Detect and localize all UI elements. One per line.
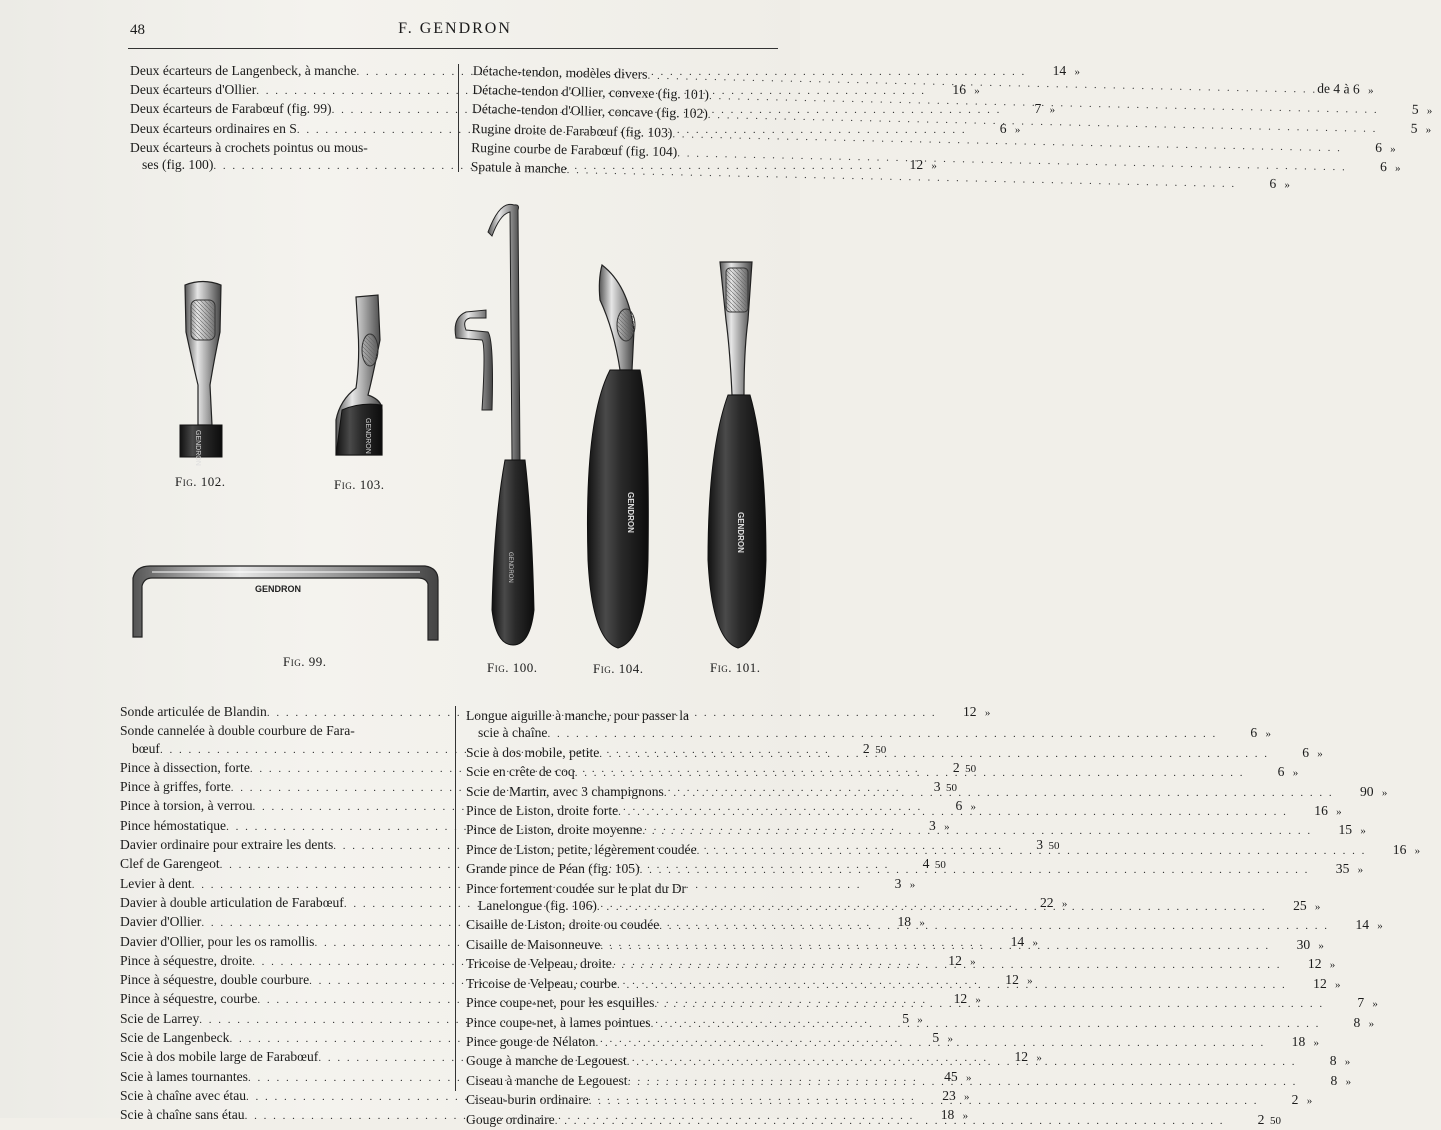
fig-100-brand: GENDRON (507, 552, 513, 583)
entry-centimes: » (1426, 105, 1433, 118)
entry-price: 18 (897, 914, 912, 930)
leader-dots (597, 899, 1267, 916)
entry-centimes: » (1313, 1036, 1319, 1049)
entry-price: 5 (932, 1030, 940, 1046)
entry-price: 12 (953, 991, 968, 1007)
entry-price: 12 (1313, 975, 1327, 991)
entry-label: Pince de Liston, droite forte (466, 803, 619, 819)
entry-label: Deux écarteurs ordinaires en S (130, 120, 297, 136)
entry-label: Davier d'Ollier, pour les os ramollis (120, 933, 315, 949)
entry-price: 14 (1052, 63, 1067, 78)
entry-label: Pince hémostatique (120, 817, 227, 833)
entry-centimes: » (1036, 1052, 1042, 1065)
entry-label: bœuf (132, 740, 160, 756)
entry-price: 6 (955, 798, 963, 814)
price-entry (466, 707, 778, 724)
fig-104-caption: Fig. 104. (593, 661, 644, 676)
entry-centimes: » (962, 1110, 969, 1123)
entry-centimes: » (1027, 975, 1033, 988)
entry-label: Ciseau-burin ordinaire (466, 1092, 589, 1108)
entry-centimes: » (919, 917, 925, 930)
fig-102-brand: GENDRON (194, 430, 201, 466)
entry-label: Scie de Martin, avec 3 champignons (466, 783, 664, 799)
entry-centimes: » (1381, 786, 1388, 799)
entry-price: 12 (1005, 972, 1019, 988)
entry-label: Deux écarteurs d'Ollier (130, 82, 257, 98)
entry-centimes: » (1061, 897, 1068, 910)
fig-103-rugine-droite (336, 295, 382, 455)
entry-price: 12 (948, 952, 962, 968)
entry-label: Pince à séquestre, courbe (120, 991, 258, 1007)
leader-dots (628, 1074, 1298, 1091)
entry-centimes: » (964, 1090, 970, 1103)
entry-price: 3 (894, 875, 902, 891)
entry-centimes: 50 (1048, 840, 1060, 853)
entry-label: Davier ordinaire pour extraire les dents (120, 837, 334, 853)
leader-dots (595, 1035, 1265, 1052)
running-head: F. GENDRON (398, 20, 512, 37)
entry-centimes: » (1032, 936, 1038, 949)
entry-price: 16 (1392, 841, 1407, 857)
entry-centimes: » (984, 707, 991, 719)
entry-centimes: » (1377, 920, 1383, 933)
entry-label: Gouge à manche de Legouest (466, 1053, 627, 1069)
entry-label: Pince fortement coudée sur le plat du Dr (466, 880, 687, 896)
entry-price: 7 (1034, 101, 1042, 117)
entry-label: Pince coupe-net, à lames pointues (466, 1014, 651, 1030)
entry-label: Spatule à manche (470, 158, 567, 176)
entry-label: Longue aiguille à manche, pour passer la (466, 708, 690, 723)
entry-centimes: » (1284, 179, 1291, 192)
entry-label: Deux écarteurs de Langenbeck, à manche (130, 63, 357, 78)
entry-price: 2 (862, 740, 870, 756)
fig-104-brand: GENDRON (626, 492, 635, 533)
entry-label: Sonde cannelée à double courbure de Fara- (120, 723, 355, 739)
entry-price: 6 (1379, 158, 1388, 174)
leader-dots (697, 843, 1367, 860)
price-entry (120, 722, 438, 739)
entry-label: Scie à dos mobile, petite (466, 744, 600, 760)
leader-dots (642, 823, 1312, 840)
entry-price: 22 (1040, 894, 1054, 910)
entry-label: Pince à torsion, à verrou (120, 798, 253, 814)
entry-centimes: » (970, 801, 976, 814)
entry-price: 4 (922, 856, 930, 872)
entry-label: Scie de Langenbeck (120, 1030, 230, 1046)
price-entry (466, 975, 1341, 994)
entry-label: Tricoise de Velpeau, droite (466, 956, 612, 972)
entry-centimes: » (1368, 1017, 1375, 1030)
price-entry (466, 724, 1271, 743)
entry-price: 35 (1335, 861, 1350, 877)
price-entry (466, 955, 1336, 974)
price-entry (466, 802, 1342, 821)
entry-centimes: » (1394, 162, 1401, 175)
entry-centimes: » (917, 1013, 923, 1026)
entry-centimes: » (1372, 998, 1378, 1011)
fig-100-ecarteur-crochets (455, 204, 534, 645)
entry-price: 18 (1291, 1033, 1306, 1049)
entry-centimes: » (1360, 825, 1366, 838)
entry-price: 5 (1411, 101, 1419, 118)
entry-price: 8 (1353, 1014, 1361, 1030)
entry-price: 6 (1277, 764, 1285, 780)
fig-99-brand: GENDRON (255, 584, 302, 594)
entry-label: Clef de Garengeot (120, 856, 220, 872)
entry-price: 7 (1357, 995, 1365, 1011)
leader-dots (612, 957, 1282, 974)
leader-dots (600, 938, 1270, 955)
entry-centimes: » (1367, 84, 1374, 97)
entry-centimes: » (1335, 978, 1341, 991)
entry-label: Grande pince de Péan (fig. 105) (466, 861, 640, 877)
fig-100-caption: Fig. 100. (487, 660, 538, 675)
entry-centimes: » (1314, 901, 1321, 914)
entry-centimes: » (1344, 1056, 1351, 1069)
entry-centimes: » (947, 1033, 953, 1046)
leader-dots (659, 918, 1329, 935)
entry-label: Pince à séquestre, droite (120, 952, 253, 968)
entry-label: Pince coupe-net, pour les esquilles (466, 995, 655, 1011)
entry-label: Scie de Larrey (120, 1010, 200, 1026)
fig-99-ecarteur-faraboeuf (133, 566, 438, 640)
entry-price: 25 (1293, 898, 1307, 914)
leader-dots (640, 862, 1310, 879)
page-number: 48 (130, 22, 145, 38)
entry-price: 12 (1307, 956, 1322, 972)
entry-centimes: » (1074, 66, 1080, 78)
leader-dots (618, 804, 1288, 821)
price-entry (466, 1033, 1319, 1052)
entry-centimes: » (909, 878, 916, 891)
entry-centimes: » (931, 160, 937, 173)
entry-centimes: » (1318, 939, 1324, 952)
entry-price: 3 (929, 817, 936, 833)
fig-101-detache-tendon-convexe (708, 262, 766, 648)
entry-centimes: » (1049, 104, 1056, 117)
fig-103-caption: Fig. 103. (334, 477, 385, 492)
entry-label: Pince à séquestre, double courbure (120, 972, 310, 988)
entry-label: ses (fig. 100) (142, 157, 214, 173)
entry-price: 15 (1338, 822, 1353, 838)
entry-centimes: 50 (934, 859, 946, 872)
entry-centimes: » (1425, 124, 1432, 137)
entry-label: Davier à double articulation de Farabœuf (120, 894, 344, 910)
entry-label: Détache-tendon d'Ollier, concave (fig. 102) (471, 101, 709, 122)
entry-label: Tricoise de Velpeau, courbe (466, 975, 618, 991)
entry-centimes: » (1014, 123, 1021, 136)
entry-price: 6 (1302, 744, 1310, 760)
entry-price: 6 (1250, 725, 1258, 741)
entry-label: Détache-tendon, modèles divers (472, 62, 648, 82)
leader-dots (599, 746, 1269, 763)
entry-centimes: » (1329, 959, 1336, 972)
entry-label: Scie en crête de coq (466, 764, 575, 780)
entry-label: Pince gouge de Nélaton (466, 1033, 596, 1049)
entry-label: Davier d'Ollier (120, 914, 202, 930)
entry-label: Ciseau à manche de Legouest (466, 1072, 628, 1088)
entry-price: 12 (1014, 1049, 1029, 1065)
entry-label: Rugine courbe de Farabœuf (fig. 104) (471, 139, 678, 160)
entry-price: 90 (1359, 783, 1374, 799)
entry-price: 2 (952, 759, 960, 775)
entry-price: de 4 à 6 (1317, 80, 1360, 97)
leader-dots (664, 785, 1334, 802)
entry-centimes: » (975, 994, 981, 1007)
entry-label: Scie à lames tournantes (120, 1068, 248, 1084)
fig-103-brand: GENDRON (364, 418, 371, 454)
fig-101-brand: GENDRON (736, 512, 745, 553)
entry-centimes: » (1357, 864, 1364, 877)
entry-centimes: 50 (875, 743, 887, 756)
entry-price: 6 (1375, 139, 1383, 155)
entry-label: Lanelongue (fig. 106) (478, 898, 597, 914)
entry-price: 14 (1010, 933, 1025, 949)
leader-dots (627, 1054, 1297, 1071)
entry-price: 8 (1329, 1053, 1337, 1069)
entry-price: 3 (933, 779, 941, 795)
entry-centimes: » (1345, 1075, 1352, 1088)
leader-dots (651, 1016, 1321, 1033)
entry-label: Sonde articulée de Blandin (120, 704, 267, 719)
entry-centimes: » (1414, 844, 1421, 857)
entry-label: Pince de Liston, petite, légèrement coudée (466, 841, 697, 857)
entry-centimes: » (1306, 1095, 1313, 1108)
leader-dots (547, 726, 1217, 743)
entry-label: Scie à chaîne sans étau (120, 1107, 245, 1123)
leader-dots (589, 1093, 1259, 1110)
entry-price: 2 (1291, 1092, 1299, 1108)
entry-centimes: » (1265, 728, 1271, 741)
price-entry (466, 880, 778, 897)
fig-99-caption: Fig. 99. (283, 654, 327, 669)
entry-price: 45 (944, 1068, 958, 1084)
entry-label: Cisaille de Maisonneuve (466, 936, 601, 952)
entry-centimes: 50 (1269, 1114, 1281, 1127)
entry-label: Scie à chaîne avec étau (120, 1087, 247, 1103)
price-entry (466, 821, 1366, 840)
entry-centimes: » (970, 955, 976, 968)
entry-centimes: » (1336, 806, 1342, 819)
entry-price: 16 (952, 82, 966, 98)
entry-price: 8 (1330, 1072, 1338, 1088)
leader-dots (617, 977, 1287, 994)
leader-dots (555, 1113, 1225, 1130)
fig-101-caption: Fig. 101. (710, 660, 761, 675)
entry-label: Levier à dent (120, 875, 192, 891)
entry-price: 5 (1410, 121, 1418, 137)
entry-centimes: 50 (965, 762, 977, 775)
entry-price: 6 (999, 120, 1007, 136)
entry-label: Deux écarteurs à crochets pointus ou mous- (130, 139, 368, 155)
entry-label: scie à chaîne (478, 725, 548, 741)
entry-label: Deux écarteurs de Farabœuf (fig. 99) (130, 101, 332, 117)
entry-centimes: » (965, 1071, 972, 1084)
entry-label: Scie à dos mobile large de Farabœuf (120, 1049, 319, 1065)
entry-label: Cisaille de Liston, droite ou coudée (466, 917, 660, 933)
column-divider-bottom (455, 706, 456, 1091)
entry-price: 5 (902, 1010, 910, 1026)
entry-label: Pince de Liston, droite moyenne (466, 822, 643, 838)
entry-price: 30 (1296, 936, 1311, 952)
entry-label: Pince à griffes, forte (120, 779, 231, 795)
entry-label: Gouge ordinaire (466, 1111, 555, 1127)
leader-dots (575, 765, 1245, 782)
entry-label: Pince à dissection, forte (120, 759, 250, 775)
entry-centimes: » (944, 820, 950, 833)
price-entry (466, 1014, 1375, 1033)
fig-104-rugine-courbe (587, 265, 648, 648)
entry-centimes: 50 (945, 782, 957, 795)
leader-dots (654, 996, 1324, 1013)
entry-price: 23 (942, 1087, 956, 1103)
entry-centimes: » (1390, 142, 1396, 155)
entry-price: 3 (1036, 837, 1044, 853)
entry-label: Rugine droite de Farabœuf (fig. 103) (471, 120, 673, 140)
entry-price: 18 (940, 1107, 955, 1123)
entry-price: 6 (1269, 175, 1277, 191)
entry-label: Détache-tendon d'Ollier, convexe (fig. 101) (472, 82, 710, 103)
entry-centimes: » (1317, 747, 1323, 760)
entry-price: 16 (1314, 803, 1328, 819)
entry-centimes: » (1292, 767, 1299, 780)
entry-price: 2 (1257, 1111, 1265, 1127)
entry-price: 12 (963, 704, 977, 719)
entry-price: 14 (1355, 917, 1370, 933)
entry-centimes: » (974, 85, 980, 98)
fig-102-caption: Fig. 102. (175, 474, 226, 489)
entry-price: 12 (909, 157, 924, 173)
